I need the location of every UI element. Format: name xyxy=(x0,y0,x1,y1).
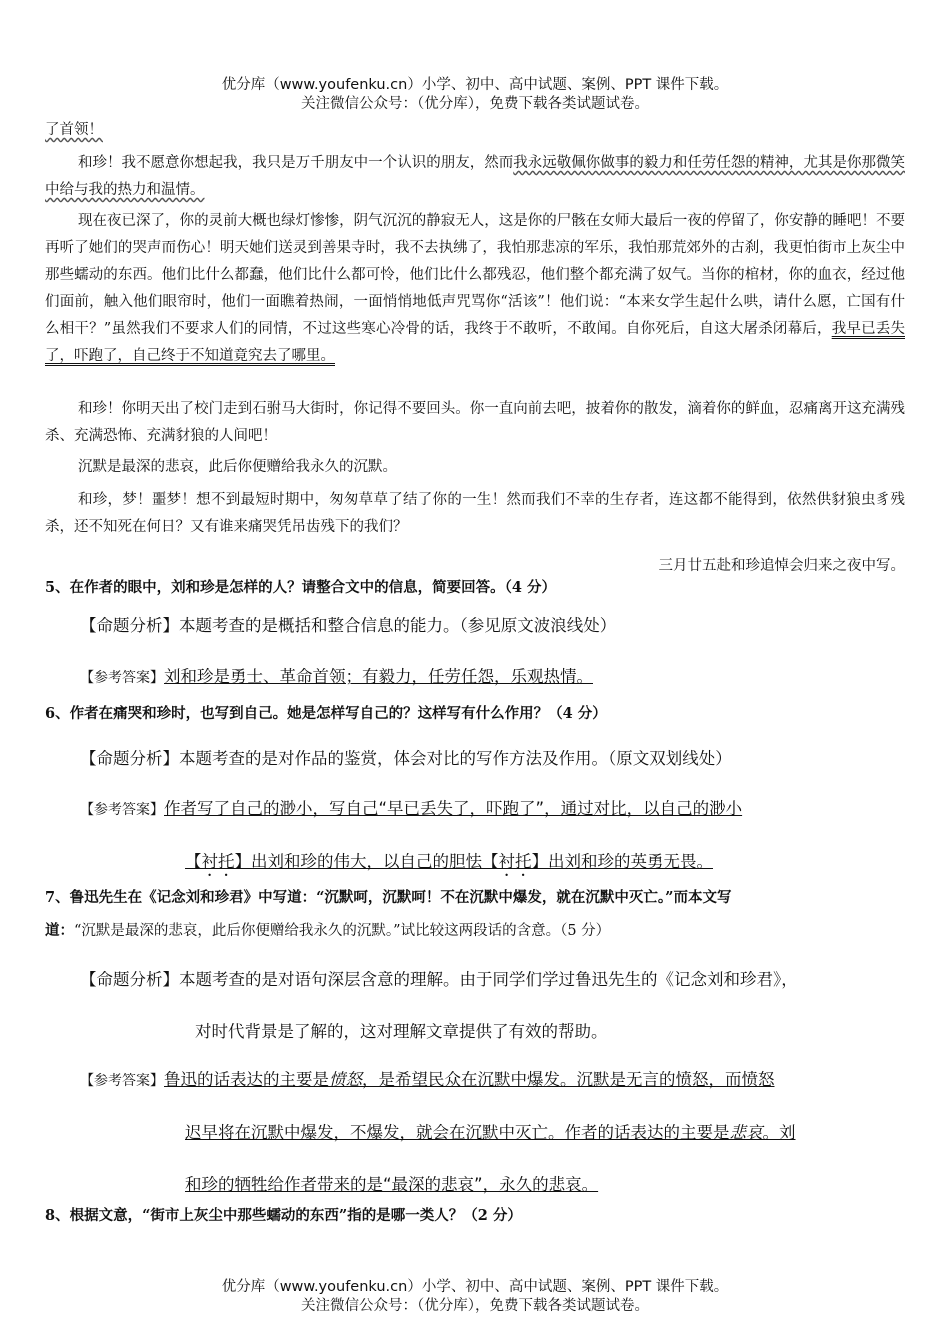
answer-text-line-2: 【衬托】出刘和珍的伟大，以自己的胆怯【衬托】出刘和珍的英勇无畏。 xyxy=(185,852,713,871)
answer-label: 【参考答案】 xyxy=(80,670,164,686)
q5-analysis: 【命题分析】本题考查的是概括和整合信息的能力。（参见原文波浪线处） xyxy=(80,616,617,635)
question-8: 8、根据文意，“街市上灰尘中那些蠕动的东西”指的是哪一类人？（2 分） xyxy=(45,1207,522,1224)
wavy-underlined-text: 我永远敬佩你做事的毅力和任劳任怨的精神，尤其是你那微笑中给与我的热力和温情。 xyxy=(45,155,905,198)
answer-text-line-1: 鲁迅的话表达的主要是愤怒，是希望民众在沉默中爆发。沉默是无言的愤怒，而愤怒 xyxy=(164,1070,775,1089)
header-line-2: 关注微信公众号：（优分库），免费下载各类试题试卷。 xyxy=(301,96,649,112)
page-header xyxy=(0,76,950,114)
answer-text-line-1: 作者写了自己的渺小，写自己“早已丢失了，吓跑了”，通过对比，以自己的渺小 xyxy=(164,799,743,818)
question-7: 7、鲁迅先生在《记念刘和珍君》中写道：“沉默呵，沉默呵！不在沉默中爆发，就在沉默中灭亡。”而本文写 道：“沉默是最深的悲哀，此后你便赠给我永久的沉默。”试比较这两段话的含意。（5 分） xyxy=(45,889,732,939)
footer-line-1: 优分库（www.youfenku.cn）小学、初中、高中试题、案例、PPT 课件下载。 xyxy=(221,1279,729,1295)
passage-paragraph-5: 和珍，梦！噩梦！想不到最短时期中，匆匆草草了结了你的一生！然而我们不幸的生存者，连这都不能得到，依然供豺狼虫豸残杀，还不知死在何日？又有谁来痛哭凭吊齿残下的我们？ xyxy=(45,492,905,535)
page-footer xyxy=(0,1278,950,1316)
q6-analysis: 【命题分析】本题考查的是对作品的鉴赏，体会对比的写作方法及作用。（原文双划线处） xyxy=(80,749,732,768)
passage-paragraph-0: 了首领！ xyxy=(45,122,103,138)
passage-paragraph-3: 和珍！你明天出了校门走到石驸马大街时，你记得不要回头。你一直向前去吧，披着你的散发，滴着你的鲜血，忍痛离开这充满残杀、充满恐怖、充满豺狼的人间吧！ xyxy=(45,401,905,444)
analysis-line-1: 【命题分析】本题考查的是对语句深层含意的理解。由于同学们学过鲁迅先生的《记念刘和珍君》， xyxy=(80,970,798,989)
analysis-line-2: 对时代背景是了解的，这对理解文章提供了有效的帮助。 xyxy=(195,1022,608,1041)
answer-text-line-2: 迟早将在沉默中爆发，不爆发，就会在沉默中灭亡。作者的话表达的主要是悲哀。刘 xyxy=(185,1123,796,1142)
q7-analysis xyxy=(80,954,910,1058)
question-5: 5、在作者的眼中，刘和珍是怎样的人？请整合文中的信息，简要回答。（4 分） xyxy=(45,579,556,596)
passage-paragraph-1: 和珍！我不愿意你想起我，我只是万千朋友中一个认识的朋友，然而我永远敬佩你做事的毅力和任劳任怨的精神，尤其是你那微笑中给与我的热力和温情。 xyxy=(45,155,905,198)
footer-line-2: 关注微信公众号：（优分库），免费下载各类试题试卷。 xyxy=(301,1298,649,1314)
q6-answer xyxy=(80,783,910,888)
answer-label: 【参考答案】 xyxy=(80,802,164,818)
double-underlined-text: 我早已丢失了，吓跑了，自己终于不知道竟究去了哪里。 xyxy=(45,321,905,364)
header-line-1: 优分库（www.youfenku.cn）小学、初中、高中试题、案例、PPT 课件下载。 xyxy=(221,77,729,93)
q5-answer xyxy=(80,651,910,704)
passage-signature: 三月廿五赴和珍追悼会归来之夜中写。 xyxy=(658,558,905,574)
question-6: 6、作者在痛哭和珍时，也写到自己。她是怎样写自己的？这样写有什么作用？（4 分） xyxy=(45,705,607,722)
passage-paragraph-4: 沉默是最深的悲哀，此后你便赠给我永久的沉默。 xyxy=(78,459,397,475)
answer-text: 刘和珍是勇士、革命首领；有毅力，任劳任怨，乐观热情。 xyxy=(164,667,593,686)
passage-paragraph-2: 现在夜已深了，你的灵前大概也绿灯惨惨，阴气沉沉的静寂无人，这是你的尸骸在女师大最后一夜的停留了，你安静的睡吧！不要再听了她们的哭声而伤心！明天她们送灵到善果寺时，我不去执绋了，我怕那悲凉的军乐，我怕那荒郊外的古刹，我更怕街市上灰尘中那些蠕动的东西。他们比什么都蠢，他们比什么都可怜，他们比什么都残忍，他们整个都充满了奴气。当你的棺材，你的血衣，经过他们面前，触入他们眼帘时，他们一面瞧着热闹，一面悄悄地低声咒骂你“活该”！他们说：“本来女学生起什么哄，请什么愿，亡国有什么相干？”虽然我们不要求人们的同情，不过这些寒心冷骨的话，我终于不敢听，不敢闻。自你死后，自这大屠杀闭幕后，我早已丢失了，吓跑了，自己终于不知道竟究去了哪里。 xyxy=(45,213,905,364)
answer-label: 【参考答案】 xyxy=(80,1073,164,1089)
answer-text-line-3: 和珍的牺牲给作者带来的是“最深的悲哀”，永久的悲哀。 xyxy=(185,1175,599,1194)
q7-answer xyxy=(80,1054,910,1211)
